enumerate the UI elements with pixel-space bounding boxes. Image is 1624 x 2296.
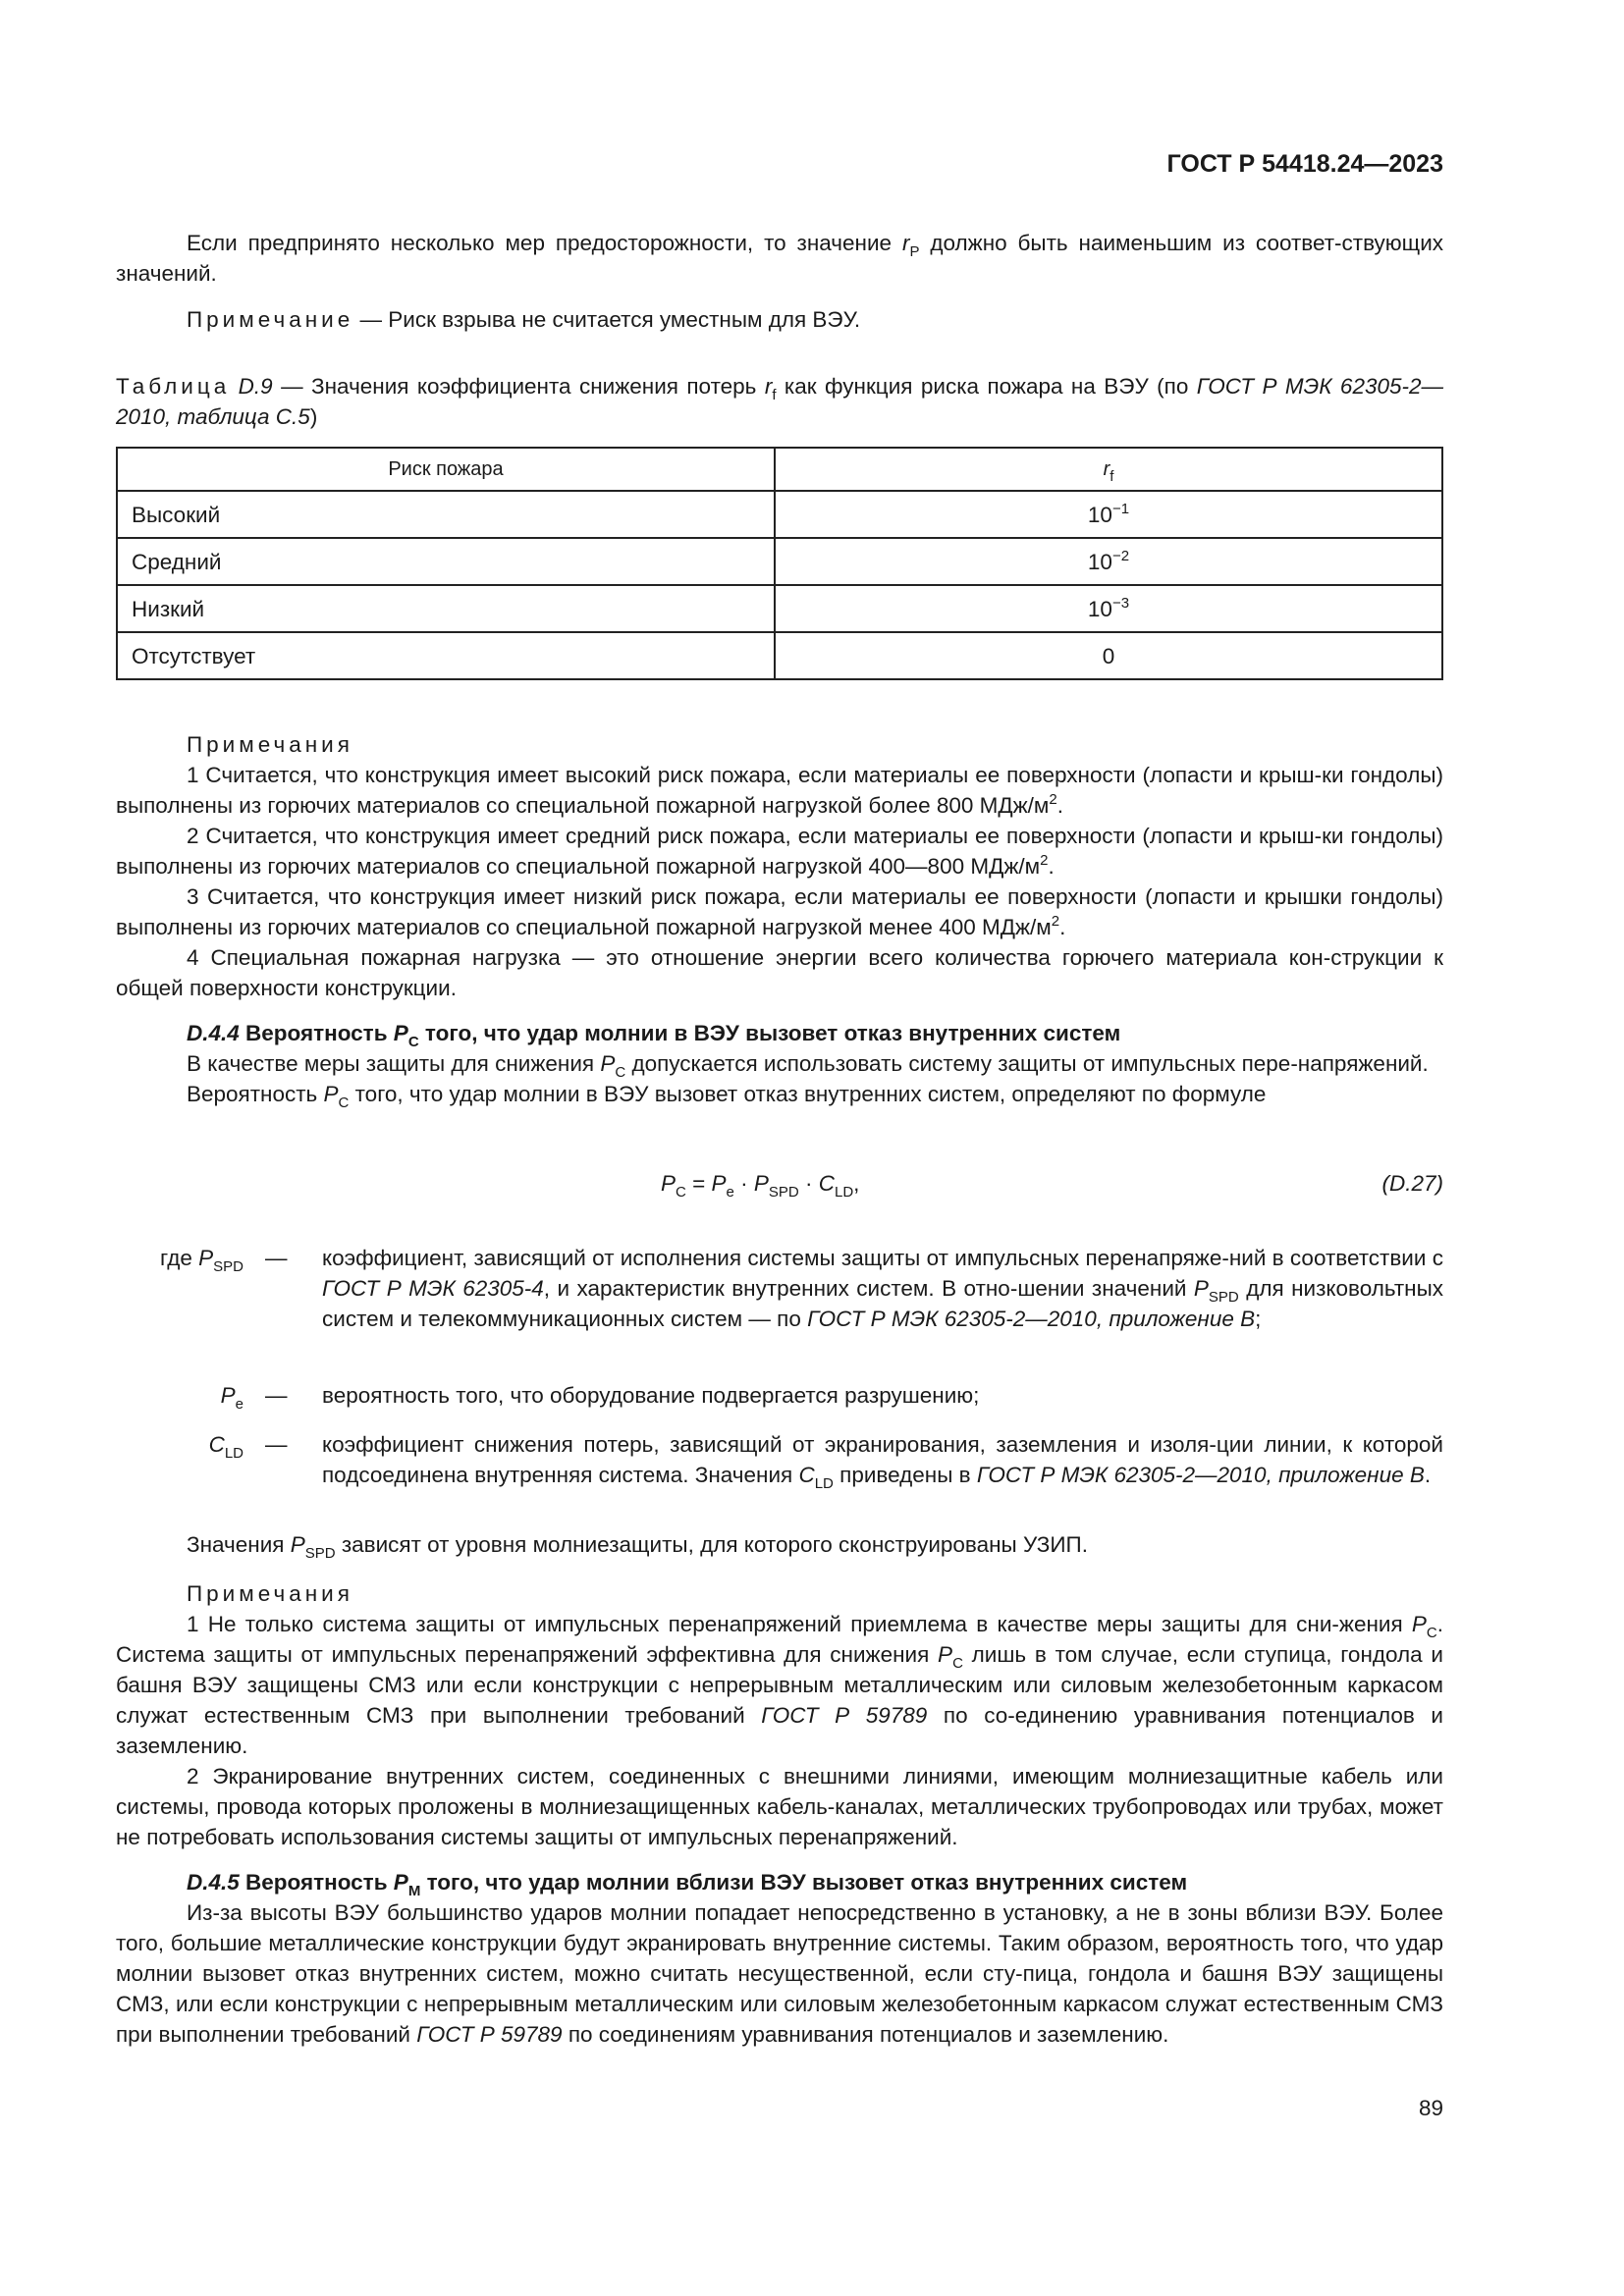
note-2: 2 Считается, что конструкция имеет средний риск пожара, если материалы ее поверхности (лопасти и крыш-ки гондолы) выполнены из горючих материалов со специальной пожарной нагрузкой 400—800 МДж/$м^2$. xyxy=(116,824,1443,879)
formula-number: (D.27) xyxy=(1381,1171,1443,1196)
table-row xyxy=(117,538,1442,585)
risk-cell: Высокий xyxy=(117,491,775,538)
notes-block-2 xyxy=(116,1578,1443,1852)
header-rf: $r_f$ xyxy=(775,448,1442,491)
rf-cell: 0 xyxy=(775,632,1442,679)
pspd-values-paragraph: Значения $P_{SPD}$ зависят от уровня молниезащиты, для которого сконструированы УЗИП. xyxy=(187,1532,1088,1562)
section-d44-para-1: В качестве меры защиты для снижения $P_C$ допускается использовать систему защиты от импульсных пере-напряжений. xyxy=(187,1051,1429,1081)
formula-expression: $P_C = P_e \cdot P_{SPD} \cdot C_{LD}$, xyxy=(661,1171,860,1201)
note-3: 3 Считается, что конструкция имеет низкий риск пожара, если материалы ее поверхности (лопасти и крышки гондолы) выполнены из горючих материалов со специальной пожарной нагрузкой менее 400 МДж/$м^2$. xyxy=(116,884,1443,939)
section-d44 xyxy=(116,1018,1443,1109)
section-d45-title: D.4.5 Вероятность $P_M$ того, что удар молнии вблизи ВЭУ вызовет отказ внутренних систем xyxy=(187,1870,1188,1899)
note-1: 1 Не только система защиты от импульсных перенапряжений приемлема в качестве меры защиты для сни-жения $P_C$. Система защиты от импульсных перенапряжений эффективна для снижения $P_C$ лишь в том случае, если ступица, гондола и башня ВЭУ защищены СМЗ или если конструкции с непрерывным металлическим или силовым железобетонным каркасом служат естественным СМЗ при выполнении требований ГОСТ Р 59789 по со-единению уравнивания потенциалов и заземлению. xyxy=(116,1612,1443,1758)
note-explosion: Примечание — Риск взрыва не считается уместным для ВЭУ. xyxy=(187,307,861,332)
standard-header: ГОСТ Р 54418.24—2023 xyxy=(1166,150,1443,178)
symbol-pspd: где $P_{SPD}$ xyxy=(160,1246,244,1275)
risk-cell: Отсутствует xyxy=(117,632,775,679)
symbol-pe: $P_e$ xyxy=(220,1383,244,1413)
risk-cell: Средний xyxy=(117,538,775,585)
rf-cell: $10^{-2}$ xyxy=(775,538,1442,585)
section-d45 xyxy=(116,1867,1443,2050)
page-number: 89 xyxy=(1418,2096,1443,2120)
rf-cell: $10^{-3}$ xyxy=(775,585,1442,632)
header-fire-risk: Риск пожара xyxy=(117,448,775,491)
table-caption: Таблица D.9 — Значения коэффициента снижения потерь $r_f$ как функция риска пожара на ВЭУ (по ГОСТ Р МЭК 62305-2—2010, таблица С.5) xyxy=(116,374,1443,429)
table-header-row xyxy=(117,448,1442,491)
note-4: 4 Специальная пожарная нагрузка — это отношение энергии всего количества горючего материала кон-струкции к общей поверхности конструкции. xyxy=(116,945,1443,1000)
table-row xyxy=(117,585,1442,632)
note-1: 1 Считается, что конструкция имеет высокий риск пожара, если материалы ее поверхности (лопасти и крыш-ки гондолы) выполнены из горючих материалов со специальной пожарной нагрузкой более 800 МДж/$м^2$. xyxy=(116,763,1443,818)
notes-block-1 xyxy=(116,729,1443,1003)
section-d44-para-2: Вероятность $P_C$ того, что удар молнии в ВЭУ вызовет отказ внутренних систем, определяют по формуле xyxy=(187,1082,1267,1111)
table-row xyxy=(117,491,1442,538)
section-d44-title: D.4.4 Вероятность $P_C$ того, что удар молнии в ВЭУ вызовет отказ внутренних систем xyxy=(187,1021,1121,1050)
notes-label: Примечания xyxy=(187,732,353,757)
note-2: 2 Экранирование внутренних систем, соединенных с внешними линиями, имеющим молниезащитные кабель или системы, провода которых проложены в молниезащищенных кабель-каналах, металлических трубопроводах или трубах, может не потребовать использования системы защиты от импульсных перенапряжений. xyxy=(116,1764,1443,1849)
table-row xyxy=(117,632,1442,679)
intro-paragraph: Если предпринято несколько мер предосторожности, то значение $r_P$ должно быть наименьшим из соответ-ствующих значений. xyxy=(116,231,1444,286)
risk-cell: Низкий xyxy=(117,585,775,632)
notes-label: Примечания xyxy=(187,1581,353,1606)
section-d45-para-1: Из-за высоты ВЭУ большинство ударов молнии попадает непосредственно в установку, а не в зоны вблизи ВЭУ. Более того, большие металлические конструкции будут экранировать внутренние системы. Таким образом, вероятность того, что удар молнии вызовет отказ внутренних систем, можно считать несущественной, если сту-пица, гондола и башня ВЭУ защищены СМЗ, или если конструкции с непрерывным металлическим или силовым железобетонным каркасом служат естественным СМЗ при выполнении требований ГОСТ Р 59789 по соединениям уравнивания потенциалов и заземлению. xyxy=(116,1900,1443,2047)
rf-cell: $10^{-1}$ xyxy=(775,491,1442,538)
symbol-cld: $C_{LD}$ xyxy=(208,1432,244,1462)
fire-risk-table xyxy=(116,447,1443,680)
